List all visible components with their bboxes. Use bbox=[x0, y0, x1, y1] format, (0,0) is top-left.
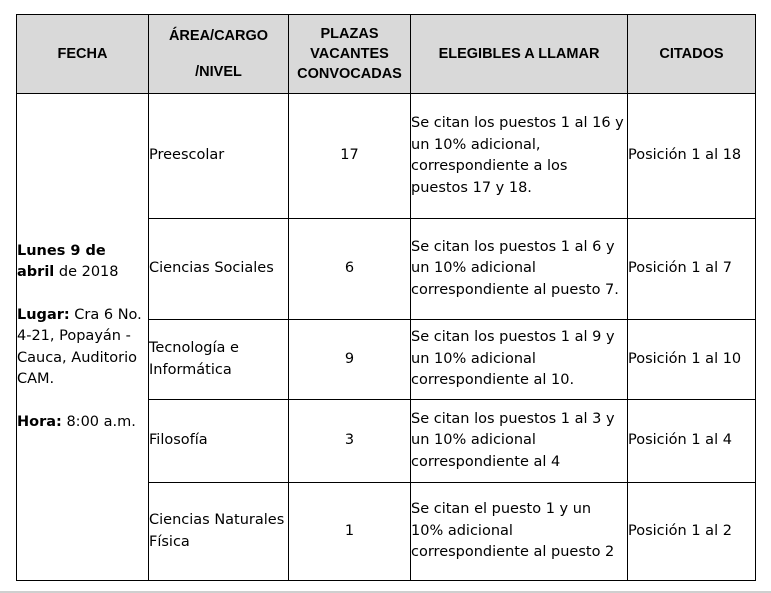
elegibles-cell: Se citan los puestos 1 al 6 y un 10% adicional correspondiente al puesto 7. bbox=[411, 219, 628, 320]
fecha-cell bbox=[17, 94, 149, 581]
header-area-line1: ÁREA/CARGO bbox=[168, 28, 269, 44]
citados-cell: Posición 1 al 10 bbox=[628, 320, 756, 400]
plazas-cell: 6 bbox=[289, 219, 411, 320]
header-area-line2: /NIVEL bbox=[195, 64, 242, 80]
header-plazas-line2: VACANTES bbox=[310, 46, 389, 62]
table-row bbox=[17, 94, 756, 219]
elegibles-cell: Se citan los puestos 1 al 16 y un 10% adicional, correspondiente a los puestos 17 y 18. bbox=[411, 94, 628, 219]
header-fecha bbox=[17, 15, 149, 94]
area-cell: Preescolar bbox=[149, 94, 289, 219]
plazas-cell: 1 bbox=[289, 483, 411, 581]
area-cell: Ciencias Naturales Física bbox=[149, 483, 289, 581]
plazas-cell: 17 bbox=[289, 94, 411, 219]
header-elegibles-label: ELEGIBLES A LLAMAR bbox=[438, 46, 600, 62]
fecha-date-rest: de 2018 bbox=[54, 264, 119, 281]
header-plazas-line3: CONVOCADAS bbox=[297, 66, 402, 82]
fecha-lugar bbox=[17, 305, 148, 391]
fecha-date bbox=[17, 241, 148, 284]
header-fecha-label: FECHA bbox=[57, 46, 108, 62]
area-cell: Ciencias Sociales bbox=[149, 219, 289, 320]
area-cell: Filosofía bbox=[149, 400, 289, 483]
fecha-hora-label: Hora: bbox=[17, 413, 62, 430]
citados-cell: Posición 1 al 7 bbox=[628, 219, 756, 320]
fecha-lugar-value: Cra 6 No. 4-21, Popayán - Cauca, Auditorio CAM. bbox=[17, 306, 142, 388]
header-elegibles bbox=[411, 15, 628, 94]
header-citados-label: CITADOS bbox=[659, 46, 724, 62]
elegibles-cell: Se citan los puestos 1 al 3 y un 10% adicional correspondiente al 4 bbox=[411, 400, 628, 483]
elegibles-cell: Se citan el puesto 1 y un 10% adicional correspondiente al puesto 2 bbox=[411, 483, 628, 581]
plazas-cell: 3 bbox=[289, 400, 411, 483]
schedule-table bbox=[16, 14, 756, 581]
header-citados bbox=[628, 15, 756, 94]
header-area bbox=[149, 15, 289, 94]
fecha-hora-value: 8:00 a.m. bbox=[61, 413, 136, 430]
fecha-lugar-label: Lugar: bbox=[17, 306, 70, 323]
header-plazas bbox=[289, 15, 411, 94]
citados-cell: Posición 1 al 18 bbox=[628, 94, 756, 219]
fecha-date-bold: Lunes 9 de abril bbox=[17, 242, 106, 281]
citados-cell: Posición 1 al 4 bbox=[628, 400, 756, 483]
citados-cell: Posición 1 al 2 bbox=[628, 483, 756, 581]
plazas-cell: 9 bbox=[289, 320, 411, 400]
area-cell: Tecnología e Informática bbox=[149, 320, 289, 400]
fecha-hora bbox=[17, 412, 148, 434]
elegibles-cell: Se citan los puestos 1 al 9 y un 10% adicional correspondiente al 10. bbox=[411, 320, 628, 400]
header-plazas-line1: PLAZAS bbox=[320, 26, 379, 42]
header-row bbox=[17, 15, 756, 94]
